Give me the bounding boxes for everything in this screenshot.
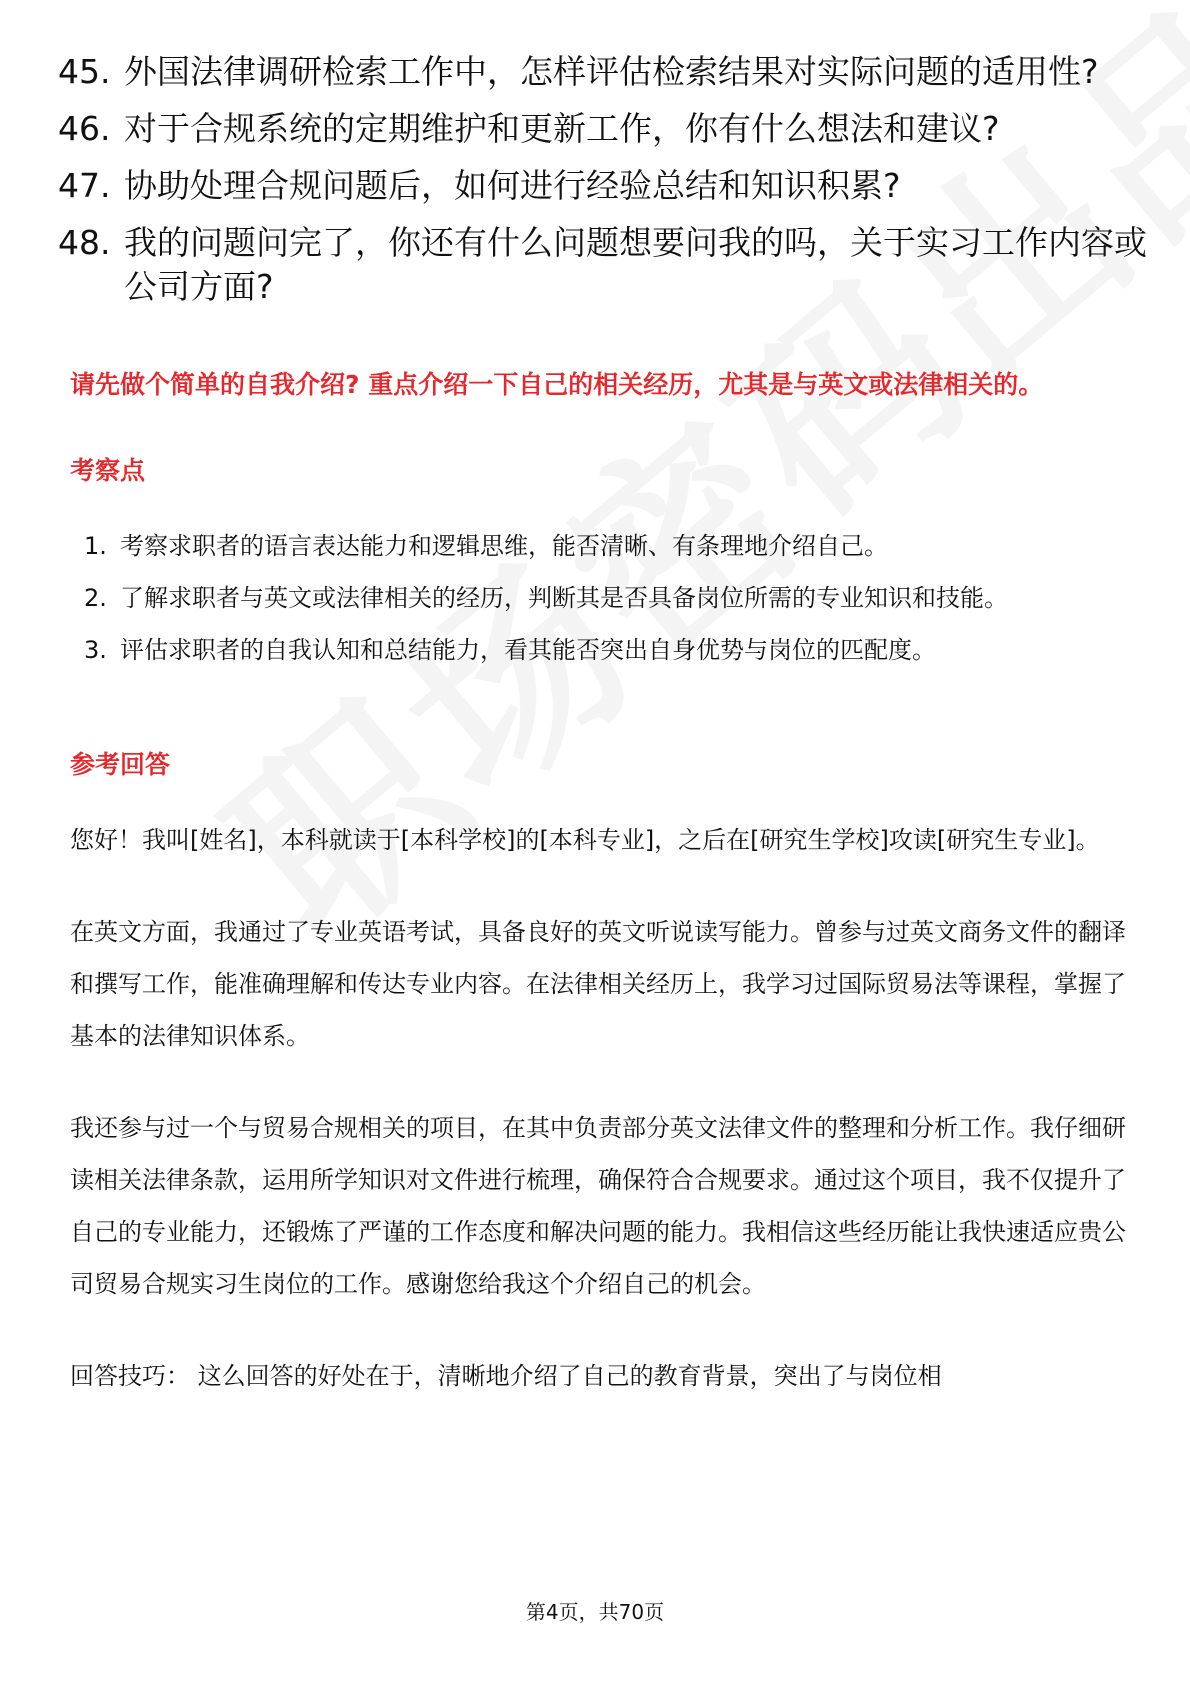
question-item [58,164,1148,208]
point-number: 1. [84,532,107,560]
highlight-question: 请先做个简单的自我介绍? 重点介绍一下自己的相关经历，尤其是与英文或法律相关的。 [70,370,1044,399]
answer-paragraph: 在英文方面，我通过了专业英语考试，具备良好的英文听说读写能力。曾参与过英文商务文件的翻译和撰写工作，能准确理解和传达专业内容。在法律相关经历上，我学习过国际贸易法等课程，掌握了基本的法律知识体系。 [70,918,1126,1050]
question-number: 47. [58,166,111,205]
question-number: 48. [58,223,111,262]
point-number: 2. [84,584,107,612]
answer-paragraph: 您好！我叫[姓名]，本科就读于[本科学校]的[本科专业]，之后在[研究生学校]攻读[研究生专业]。 [70,826,1100,854]
answer-heading: 参考回答 [70,750,171,779]
question-list [58,50,1148,322]
point-text: 评估求职者的自我认知和总结能力，看其能否突出自身优势与岗位的匹配度。 [120,636,936,664]
question-text: 外国法律调研检索工作中，怎样评估检索结果对实际问题的适用性? [124,52,1099,91]
point-number: 3. [84,636,107,664]
question-item [58,107,1148,151]
question-text: 协助处理合规问题后，如何进行经验总结和知识积累? [124,166,901,205]
points-list [84,520,1130,676]
point-item [84,624,1130,676]
answer-paragraph: 我还参与过一个与贸易合规相关的项目，在其中负责部分英文法律文件的整理和分析工作。我仔细研读相关法律条款，运用所学知识对文件进行梳理，确保符合合规要求。通过这个项目，我不仅提升了自己的专业能力，还锻炼了严谨的工作态度和解决问题的能力。我相信这些经历能让我快速适应贵公司贸易合规实习生岗位的工作。感谢您给我这个介绍自己的机会。 [70,1114,1126,1298]
point-item [84,572,1130,624]
question-item [58,221,1148,309]
page-footer: 第4页，共70页 [525,1600,665,1624]
points-heading: 考察点 [70,456,146,485]
answer-tips: 回答技巧： 这么回答的好处在于，清晰地介绍了自己的教育背景，突出了与岗位相 [70,1362,942,1390]
point-item [84,520,1130,572]
question-text: 我的问题问完了，你还有什么问题想要问我的吗，关于实习工作内容或公司方面? [124,223,1147,306]
question-number: 45. [58,52,111,91]
question-text: 对于合规系统的定期维护和更新工作，你有什么想法和建议? [124,109,1000,148]
question-item [58,50,1148,94]
answer-body [70,814,1130,1442]
point-text: 了解求职者与英文或法律相关的经历，判断其是否具备岗位所需的专业知识和技能。 [120,584,1008,612]
point-text: 考察求职者的语言表达能力和逻辑思维，能否清晰、有条理地介绍自己。 [120,532,888,560]
question-number: 46. [58,109,111,148]
